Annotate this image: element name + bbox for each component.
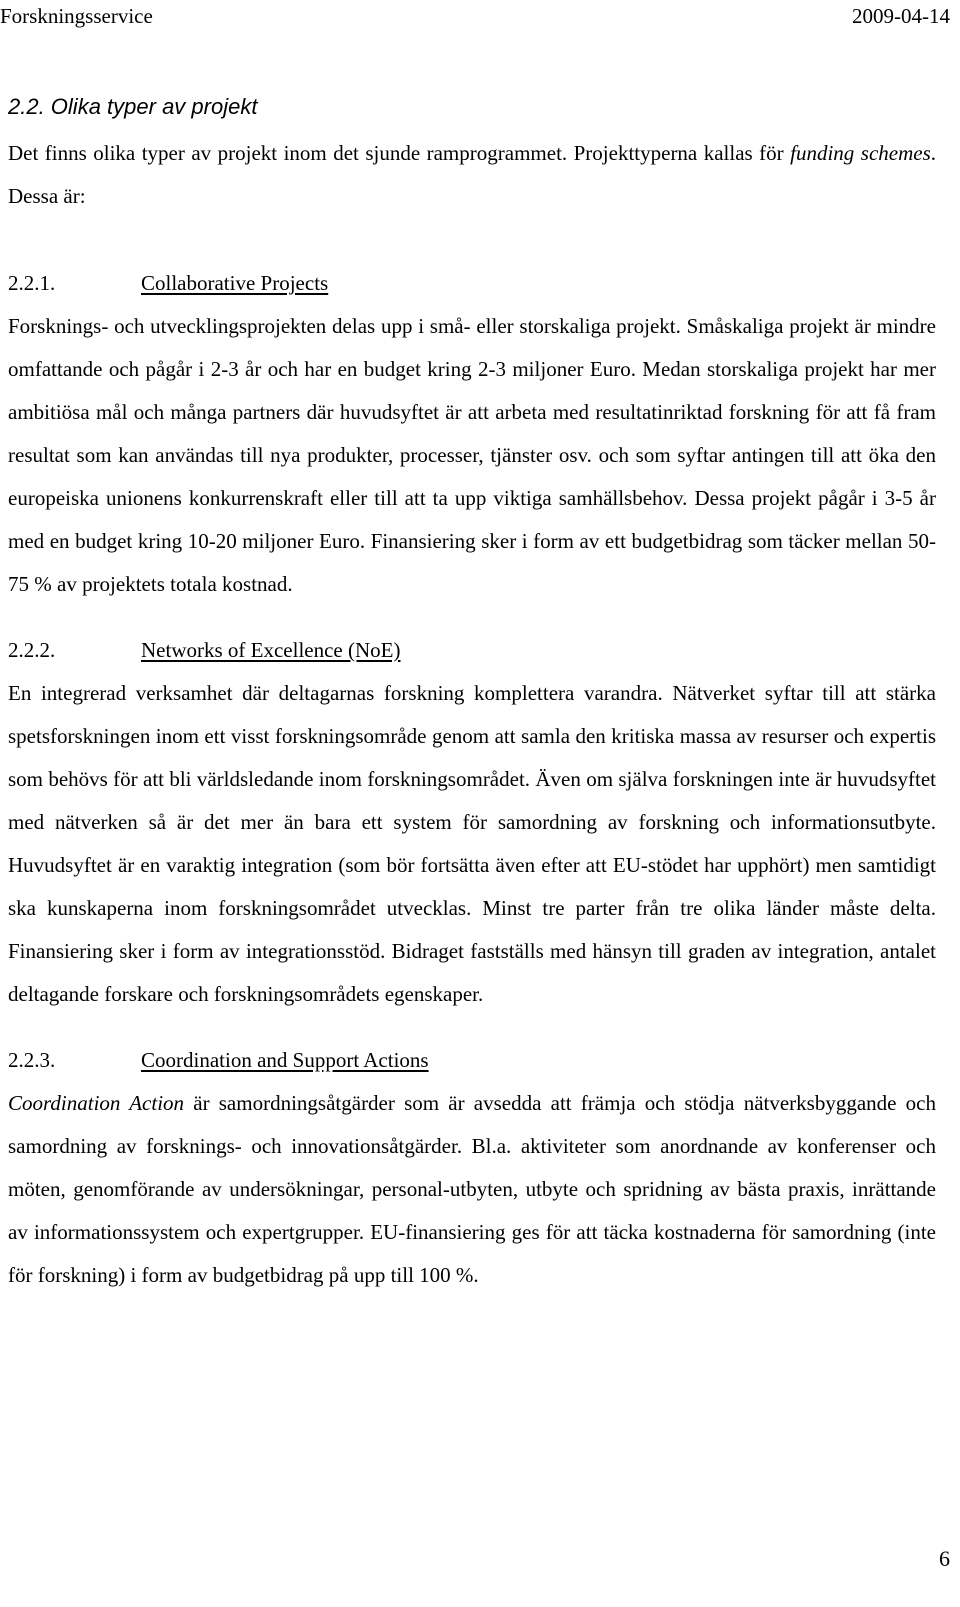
subsection-body-coordination (8, 1082, 936, 1297)
subsection-title: Collaborative Projects (141, 271, 329, 295)
subsection-body-collaborative: Forsknings- och utvecklingsprojekten delas upp i små- eller storskaliga projekt. Småskaliga projekt är mindre omfattande och pågår i 2-3 år och har en budget kring 2-3 miljoner Euro. Medan storskaliga projekt har mer ambitiösa mål och många partners där huvudsyftet är att arbeta med resultatinriktad forskning för att få fram resultat som kan användas till nya produkter, processer, tjänster osv. och som syftar antingen till att öka den europeiska unionens konkurrenskraft eller till att ta upp viktiga samhällsbehov. Dessa projekt pågår i 3-5 år med en budget kring 10-20 miljoner Euro. Finansiering sker i form av ett budgetbidrag som täcker mellan 50-75 % av projektets totala kostnad. (8, 314, 936, 596)
paragraph-spacer (8, 218, 936, 261)
running-header-left: Forskningsservice (0, 4, 153, 28)
intro-text: Det finns olika typer av projekt inom det sjunde ramprogrammet. Projekttyperna kallas för (8, 141, 784, 165)
subsection-heading-collaborative (8, 261, 936, 305)
coordination-body-text: är samordningsåtgärder som är avsedda att främja och stödja nätverksbyggande och samordning av forsknings- och innovationsåtgärder. Bl.a. aktiviteter som anordnande av konferenser och möten, genomförande av undersökningar, personal-utbyten, utbyte och spridning av bästa praxis, inrättande av informationssystem och expertgrupper. EU-finansiering ges för att täcka kostnaderna för samordning (inte för forskning) i form av budgetbidrag på upp till 100 %. (8, 1091, 936, 1287)
subsection-number: 2.2.3. (8, 1048, 56, 1072)
coordination-action-term: Coordination Action (8, 1091, 185, 1115)
subsection-number: 2.2.2. (8, 638, 56, 662)
subsection-heading-networks (8, 628, 936, 672)
section-heading: 2.2. Olika typer av projekt (8, 94, 258, 119)
paragraph-spacer (8, 1016, 936, 1038)
subsection-number: 2.2.1. (8, 271, 56, 295)
subsection-title: Coordination and Support Actions (141, 1048, 429, 1072)
section-intro-paragraph (8, 132, 936, 218)
subsection-heading-coordination (8, 1038, 936, 1082)
subsection-title: Networks of Excellence (NoE) (141, 638, 401, 662)
page-number: 6 (939, 1546, 950, 1571)
paragraph-spacer (8, 606, 936, 628)
running-header-date: 2009-04-14 (852, 4, 950, 28)
intro-emphasis: funding schemes (790, 141, 931, 165)
document-body (8, 92, 936, 1297)
subsection-body-networks: En integrerad verksamhet där deltagarnas forskning komplettera varandra. Nätverket syftar till att stärka spetsforskningen inom ett visst forskningsområde genom att samla den kritiska massa av resurser och expertis som behövs för att bli världsledande inom forskningsområdet. Även om själva forskningen inte är huvudsyftet med nätverken så är det mer än bara ett system för samordning av forskning och informationsutbyte. Huvudsyftet är en varaktig integration (som bör fortsätta även efter att EU-stödet har upphört) men samtidigt ska kunskaperna inom forskningsområdet utvecklas. Minst tre parter från tre olika länder måste delta. Finansiering sker i form av integrationsstöd. Bidraget fastställs med hänsyn till graden av integration, antalet deltagande forskare och forskningsområdets egenskaper. (8, 681, 936, 1006)
intro-tail: . Dessa är: (8, 141, 937, 208)
